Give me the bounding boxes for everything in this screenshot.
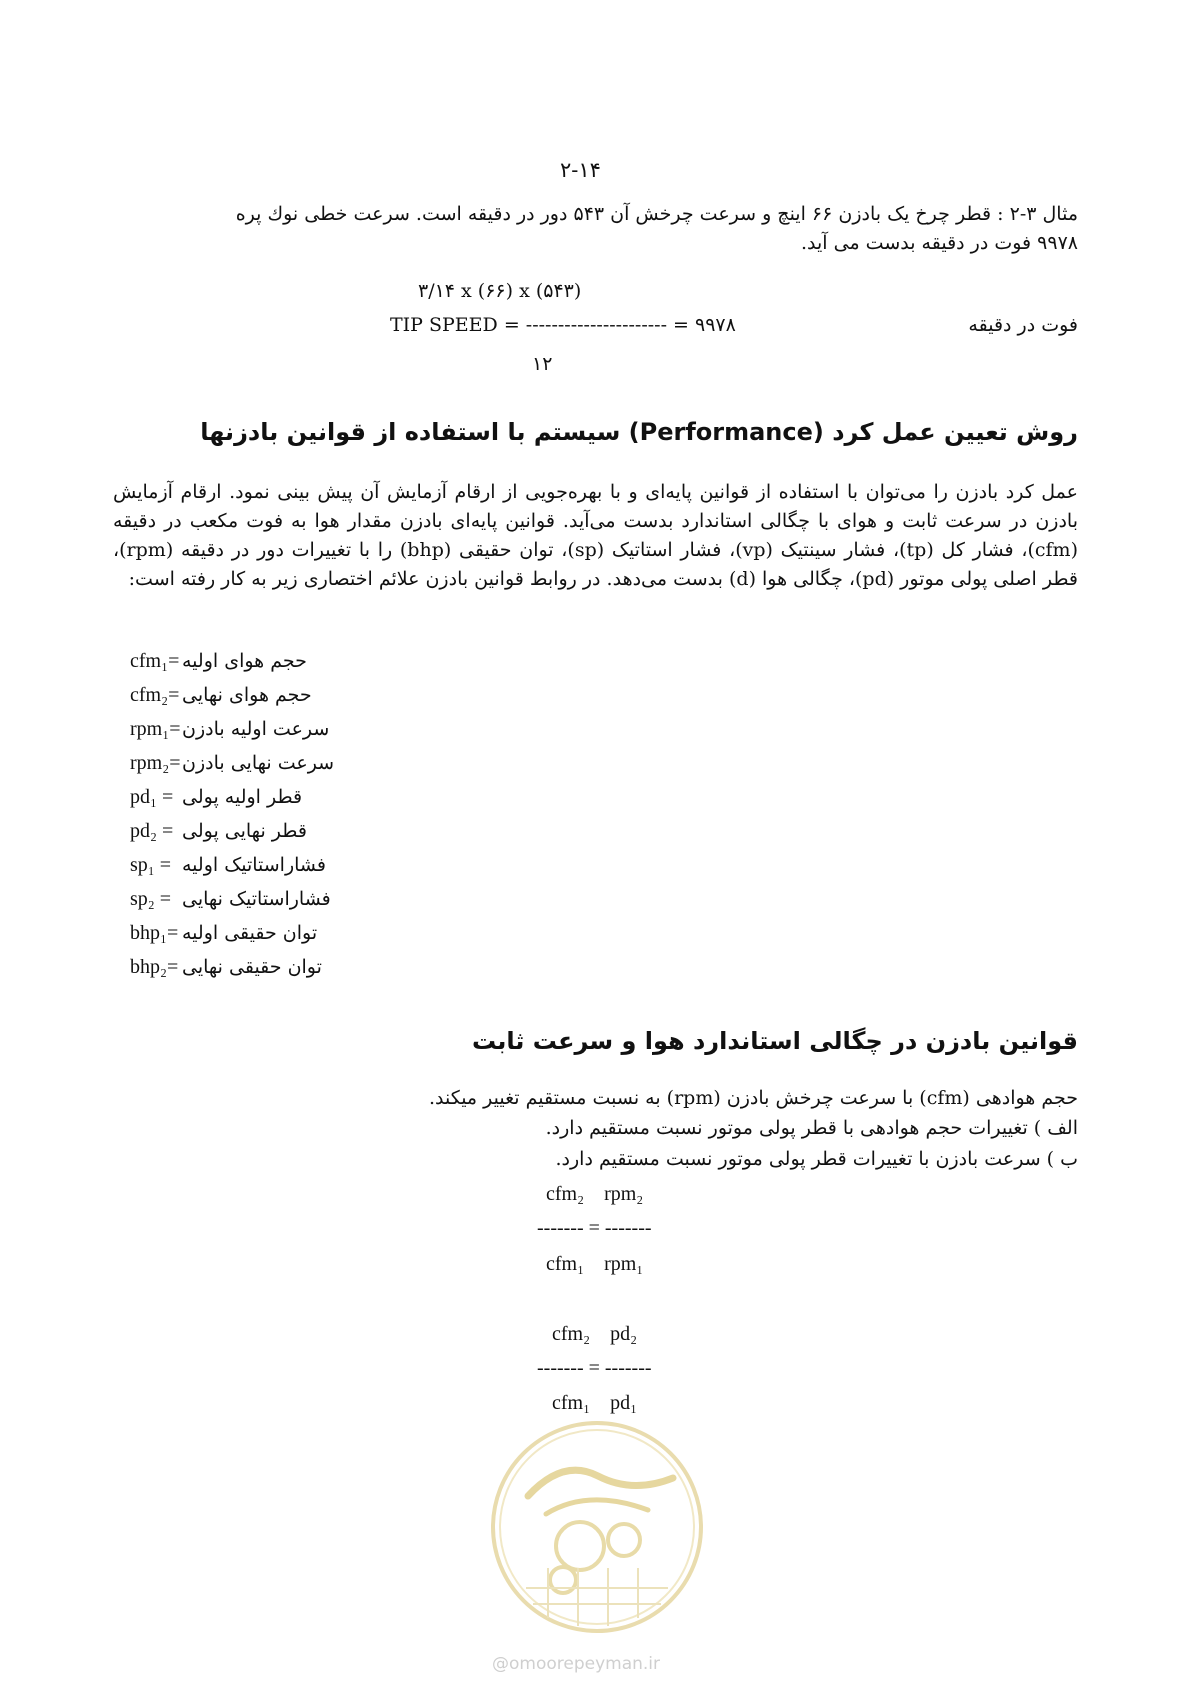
symbol-desc: فشاراستاتیک نهایی <box>182 888 331 910</box>
ratio1-divider: ------- = ------- <box>537 1217 652 1239</box>
symbol-row <box>130 786 390 820</box>
symbol-desc: توان حقیقی اولیه <box>182 922 318 944</box>
symbol-desc: حجم هوای نهایی <box>182 684 312 706</box>
example-line-2: ۹۹۷۸ فوت در دقیقه بدست می آید. <box>801 232 1078 254</box>
performance-paragraph: عمل کرد بادزن را می‌توان با استفاده از قوانین پایه‌ای و با بهره‌جویی از ارقام آزمایش آن پیش بینی نمود. ارقام آزمایش بادزن در سرعت ثابت و هوای با چگالی استاندارد بدست می‌آید. قوانین پایه‌ای بادزن مقدار هوا به فوت مکعب در دقیقه (cfm)، فشار کل (tp)، فشار سینتیک (vp)، فشار استاتیک (sp)، توان حقیقی (bhp) را با تغییرات دور در دقیقه (rpm)، قطر اصلی پولی موتور (pd)، چگالی هوا (d) بدست می‌دهد. در روابط قوانین بادزن علائم اختصاری زیر به کار رفته است: <box>113 481 1078 590</box>
symbol-row <box>130 922 390 956</box>
ratio1-bottom: cfm₁ rpm₁ <box>546 1253 644 1275</box>
symbol-row <box>130 650 390 684</box>
fan-law-item-a: الف ) تغییرات حجم هوادهی با قطر پولی موتور نسبت مستقیم دارد. <box>545 1117 1078 1139</box>
symbol-desc: قطر نهایی پولی <box>182 820 307 842</box>
symbol-code: sp₁ = <box>130 854 172 876</box>
tip-speed-formula: TIP SPEED = ---------------------- = ۹۹۷۸ <box>390 314 736 336</box>
site-watermark: @omoorepeyman.ir <box>492 1654 661 1674</box>
example-line-1: مثال ۳-۲ : قطر چرخ یک بادزن ۶۶ اینچ و سرعت چرخش آن ۵۴۳ دور در دقیقه است. سرعت خطی نوك پره <box>235 203 1078 225</box>
ratio2-top: cfm₂ pd₂ <box>552 1323 638 1345</box>
symbol-row <box>130 752 390 786</box>
symbol-row <box>130 854 390 888</box>
symbol-desc: سرعت نهایی بادزن <box>182 752 335 774</box>
section-heading-fan-laws: قوانین بادزن در چگالی استاندارد هوا و سرعت ثابت <box>471 1027 1078 1055</box>
fan-law-intro: حجم هوادهی (cfm) با سرعت چرخش بادزن (rpm) به نسبت مستقیم تغییر میکند. <box>428 1087 1078 1109</box>
formula-denominator: ۱۲ <box>532 353 553 375</box>
symbol-row <box>130 888 390 922</box>
ratio1-top: cfm₂ rpm₂ <box>546 1183 644 1205</box>
symbol-row <box>130 820 390 854</box>
section-heading-performance: روش تعیین عمل کرد (Performance) سیستم با استفاده از قوانین بادزنها <box>200 418 1078 446</box>
symbol-code: rpm₁= <box>130 718 181 740</box>
symbol-desc: توان حقیقی نهایی <box>182 956 322 978</box>
fan-law-item-b: ب ) سرعت بادزن با تغییرات قطر پولی موتور نسبت مستقیم دارد. <box>555 1148 1078 1170</box>
symbol-desc: سرعت اولیه بادزن <box>182 718 330 740</box>
symbol-code: bhp₁= <box>130 922 179 944</box>
ratio2-bottom: cfm₁ pd₁ <box>552 1392 638 1414</box>
formula-unit: فوت در دقیقه <box>968 314 1078 336</box>
watermark-logo <box>488 1418 706 1636</box>
symbol-row <box>130 718 390 752</box>
page-number: ۲-۱۴ <box>560 158 601 182</box>
symbol-code: cfm₂= <box>130 684 180 706</box>
symbol-code: cfm₁= <box>130 650 180 672</box>
symbol-desc: فشاراستاتیک اولیه <box>182 854 326 876</box>
formula-numerator: ۳/۱۴ x (۶۶) x (۵۴۳) <box>418 280 582 302</box>
ratio2-divider: ------- = ------- <box>537 1357 652 1379</box>
symbol-desc: قطر اولیه پولی <box>182 786 303 808</box>
symbol-code: pd₂ = <box>130 820 174 842</box>
symbol-row <box>130 684 390 718</box>
symbol-code: rpm₂= <box>130 752 181 774</box>
symbol-code: pd₁ = <box>130 786 174 808</box>
symbol-desc: حجم هوای اولیه <box>182 650 307 672</box>
symbol-code: sp₂ = <box>130 888 172 910</box>
symbol-list <box>130 650 390 990</box>
symbol-code: bhp₂= <box>130 956 179 978</box>
symbol-row <box>130 956 390 990</box>
